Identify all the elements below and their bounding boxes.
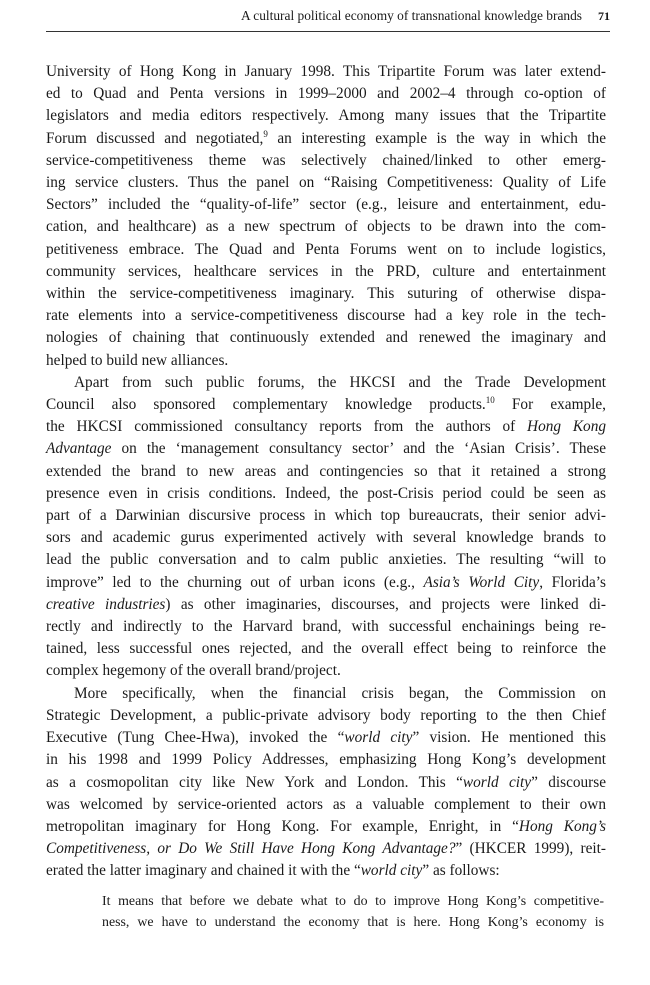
- text-run: Council also sponsored complementary knowledge products.: [46, 396, 486, 414]
- text-run: sors and academic gurus experimented actively with several knowledge brands to: [46, 529, 606, 547]
- italic-text: Advantage: [46, 440, 112, 458]
- text-run: legislators and media editors respectively. Among many issues that the Tripartite: [46, 107, 606, 125]
- text-run: tained, less successful ones rejected, and the overall effect being to reinforce the: [46, 640, 606, 658]
- text-run: Forum discussed and negotiated,: [46, 129, 264, 147]
- text-run: lead the public conversation and to calm public anxieties. The resulting “will to: [46, 551, 606, 569]
- text-line: [46, 372, 606, 394]
- italic-text: Hong Kong’s: [518, 817, 607, 835]
- italic-text: world city: [462, 773, 532, 791]
- text-run: extended the brand to new areas and contingencies so that it retained a strong: [46, 462, 606, 480]
- text-run: nologies of chaining that continuously extended and renewed the imaginary and: [46, 329, 606, 347]
- text-run: within the service-competitiveness imaginary. This suturing of otherwise dispa-: [46, 285, 606, 303]
- text-run: Sectors” included the “quality-of-life” sector (e.g., leisure and entertainment, edu-: [46, 196, 606, 214]
- text-line: [46, 505, 606, 527]
- text-line: [46, 194, 606, 216]
- text-line: [46, 683, 606, 705]
- text-run: , Florida’s: [539, 573, 606, 591]
- text-run: ” (HKCER 1999), reit-: [455, 840, 606, 858]
- text-line: [46, 749, 606, 771]
- text-run: part of a Darwinian discursive process in which top bureaucrats, their senior advi-: [46, 507, 606, 525]
- text-run: For example,: [494, 396, 606, 414]
- text-line: [46, 172, 606, 194]
- text-run: in his 1998 and 1999 Policy Addresses, emphasizing Hong Kong’s development: [46, 751, 606, 769]
- text-line: [46, 705, 606, 727]
- text-line: [46, 838, 606, 860]
- text-run: rectly and indirectly to the Harvard brand, with successful enchainings being re-: [46, 618, 606, 636]
- italic-text: creative industries: [46, 595, 166, 613]
- text-line: [46, 527, 606, 549]
- text-line: [46, 105, 606, 127]
- text-line: [46, 660, 606, 682]
- text-line: [46, 327, 606, 349]
- quote-line: [102, 912, 604, 933]
- body-text: [46, 61, 606, 883]
- quote-line: [102, 891, 604, 912]
- text-line: [46, 483, 606, 505]
- text-line: [46, 261, 606, 283]
- text-run: ” discourse: [531, 773, 607, 791]
- text-run: cation, and healthcare) as a new spectrum of objects to be drawn into the com-: [46, 218, 606, 236]
- text-run: Strategic Development, a public-private advisory body reporting to the then Chief: [46, 706, 606, 724]
- footnote-marker: 9: [263, 128, 268, 139]
- text-run: ed to Quad and Penta versions in 1999–2000 and 2002–4 through co-option of: [46, 85, 606, 103]
- text-run: on the ‘management consultancy sector’ and the ‘Asian Crisis’. These: [111, 440, 606, 458]
- text-line: [46, 216, 606, 238]
- text-line: [46, 128, 606, 150]
- italic-text: world city: [360, 862, 423, 880]
- text-line: [46, 638, 606, 660]
- text-run: presence even in crisis conditions. Indeed, the post-Crisis period could be seen as: [46, 484, 606, 502]
- text-run: ness, we have to understand the economy that is here. Hong Kong’s economy is: [102, 915, 604, 930]
- text-run: the HKCSI commissioned consultancy reports from the authors of: [46, 418, 528, 436]
- text-line: [46, 860, 606, 882]
- text-line: [46, 350, 606, 372]
- text-line: [46, 816, 606, 838]
- text-run: helped to build new alliances.: [46, 351, 229, 369]
- italic-text: Hong Kong: [527, 418, 607, 436]
- footnote-marker: 10: [485, 394, 495, 405]
- text-run: as a cosmopolitan city like New York and London. This “: [46, 773, 463, 791]
- text-run: It means that before we debate what to do to improve Hong Kong’s competitive-: [102, 894, 604, 909]
- text-run: ” vision. He mentioned this: [412, 729, 606, 747]
- text-run: an interesting example is the way in which the: [267, 129, 606, 147]
- text-line: [46, 394, 606, 416]
- italic-text: Asia’s World City: [423, 573, 540, 591]
- text-run: improve” led to the churning out of urban icons (e.g.,: [46, 573, 424, 591]
- text-line: [46, 461, 606, 483]
- text-run: was welcomed by service-oriented actors as a valuable complement to their own: [46, 795, 606, 813]
- text-line: [46, 61, 606, 83]
- italic-text: Competitiveness, or Do We Still Have Hong Kong Advantage?: [46, 840, 456, 858]
- text-line: [46, 572, 606, 594]
- text-run: community services, healthcare services in the PRD, culture and entertainment: [46, 262, 606, 280]
- text-line: [46, 794, 606, 816]
- text-run: Apart from such public forums, the HKCSI and the Trade Development: [74, 373, 606, 391]
- text-run: rate elements into a service-competitiveness discourse had a key role in the tech-: [46, 307, 606, 325]
- text-run: ) as other imaginaries, discourses, and projects were linked di-: [165, 595, 606, 613]
- text-run: University of Hong Kong in January 1998. This Tripartite Forum was later extend-: [46, 63, 606, 80]
- text-line: [46, 438, 606, 460]
- text-run: erated the latter imaginary and chained it with the “: [46, 862, 361, 880]
- text-line: [46, 594, 606, 616]
- text-run: Executive (Tung Chee-Hwa), invoked the “: [46, 729, 345, 747]
- running-title: A cultural political economy of transnational knowledge brands: [241, 8, 582, 23]
- text-run: metropolitan imaginary for Hong Kong. For example, Enright, in “: [46, 817, 519, 835]
- text-line: [46, 772, 606, 794]
- italic-text: world city: [344, 729, 413, 747]
- text-run: complex hegemony of the overall brand/project.: [46, 662, 341, 680]
- text-line: [46, 83, 606, 105]
- page-number: 71: [598, 9, 610, 23]
- text-run: ” as follows:: [422, 862, 500, 880]
- text-line: [46, 150, 606, 172]
- text-run: petitiveness embrace. The Quad and Penta Forums went on to include logistics,: [46, 240, 606, 258]
- text-line: [46, 239, 606, 261]
- block-quote: [102, 891, 604, 933]
- running-header: [46, 0, 610, 32]
- text-line: [46, 549, 606, 571]
- text-line: [46, 283, 606, 305]
- text-line: [46, 727, 606, 749]
- text-line: [46, 305, 606, 327]
- text-line: [46, 616, 606, 638]
- text-run: service-competitiveness theme was selectively chained/linked to other emerg-: [46, 151, 606, 169]
- text-run: ing service clusters. Thus the panel on “Raising Competitiveness: Quality of Life: [46, 174, 606, 192]
- text-line: [46, 416, 606, 438]
- text-run: More specifically, when the financial crisis began, the Commission on: [74, 684, 606, 702]
